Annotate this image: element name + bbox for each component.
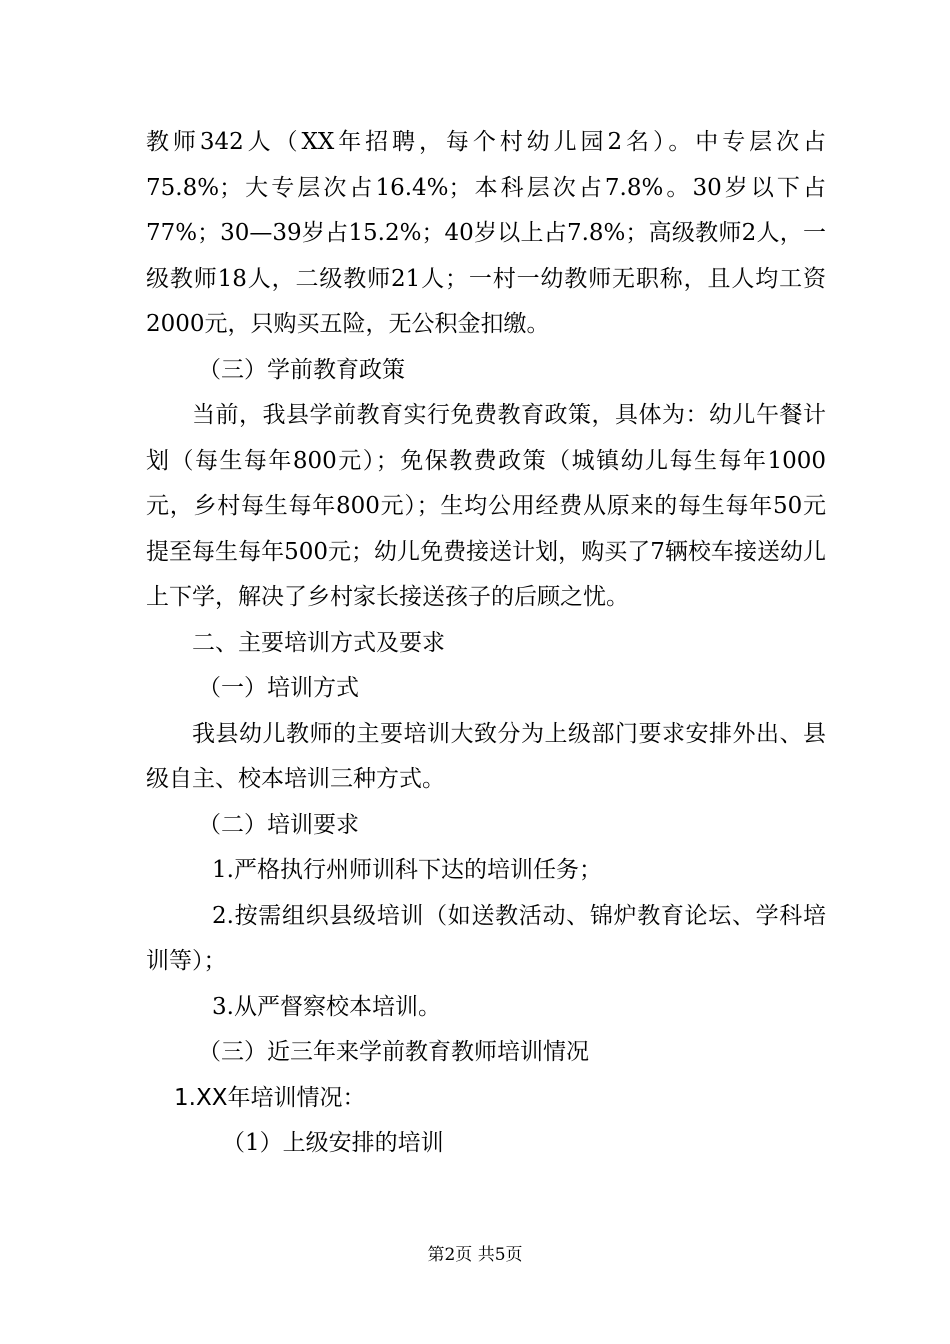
document-body bbox=[146, 120, 826, 1167]
heading-training-methods: （一）培训方式 bbox=[198, 675, 359, 701]
requirement-item-2: 2.按需组织县级培训（如送教活动、锦炉教育论坛、学科培训等）； bbox=[146, 902, 826, 974]
heading-training-requirements: （二）培训要求 bbox=[198, 811, 359, 838]
heading-preschool-policy: （三）学前教育政策 bbox=[198, 356, 405, 383]
subitem-superior-training: （1）上级安排的培训 bbox=[222, 1130, 444, 1156]
paragraph-training-methods: 我县幼儿教师的主要培训大致分为上级部门要求安排外出、县级自主、校本培训三种方式。 bbox=[146, 720, 826, 792]
page-footer: 第2页 共5页 bbox=[427, 1245, 523, 1265]
requirement-item-3: 3.从严督察校本培训。 bbox=[212, 993, 441, 1020]
paragraph-teacher-stats: 教师342人（XX年招聘，每个村幼儿园2名）。中专层次占75.8%；大专层次占16.4%；本科层次占7.8%。30岁以下占77%；30—39岁占15.2%；40岁以上占7.8%；高级教师2人，一级教师18人，二级教师21人；一村一幼教师无职称，且人均工资2000元，只购买五险，无公积金扣缴。 bbox=[146, 129, 826, 337]
requirement-item-1: 1.严格执行州师训科下达的培训任务； bbox=[212, 857, 602, 883]
heading-recent-training: （三）近三年来学前教育教师培训情况 bbox=[198, 1039, 589, 1065]
heading-training-methods-requirements: 二、主要培训方式及要求 bbox=[192, 629, 445, 656]
heading-year-training: 1.XX年培训情况： bbox=[174, 1084, 366, 1111]
paragraph-preschool-policy: 当前，我县学前教育实行免费教育政策，具体为：幼儿午餐计划（每生每年800元）；免保教费政策（城镇幼儿每生每年1000元，乡村每生每年800元）；生均公用经费从原来的每生每年50元提至每生每年500元；幼儿免费接送计划，购买了7辆校车接送幼儿上下学，解决了乡村家长接送孩子的后顾之忧。 bbox=[146, 402, 826, 610]
